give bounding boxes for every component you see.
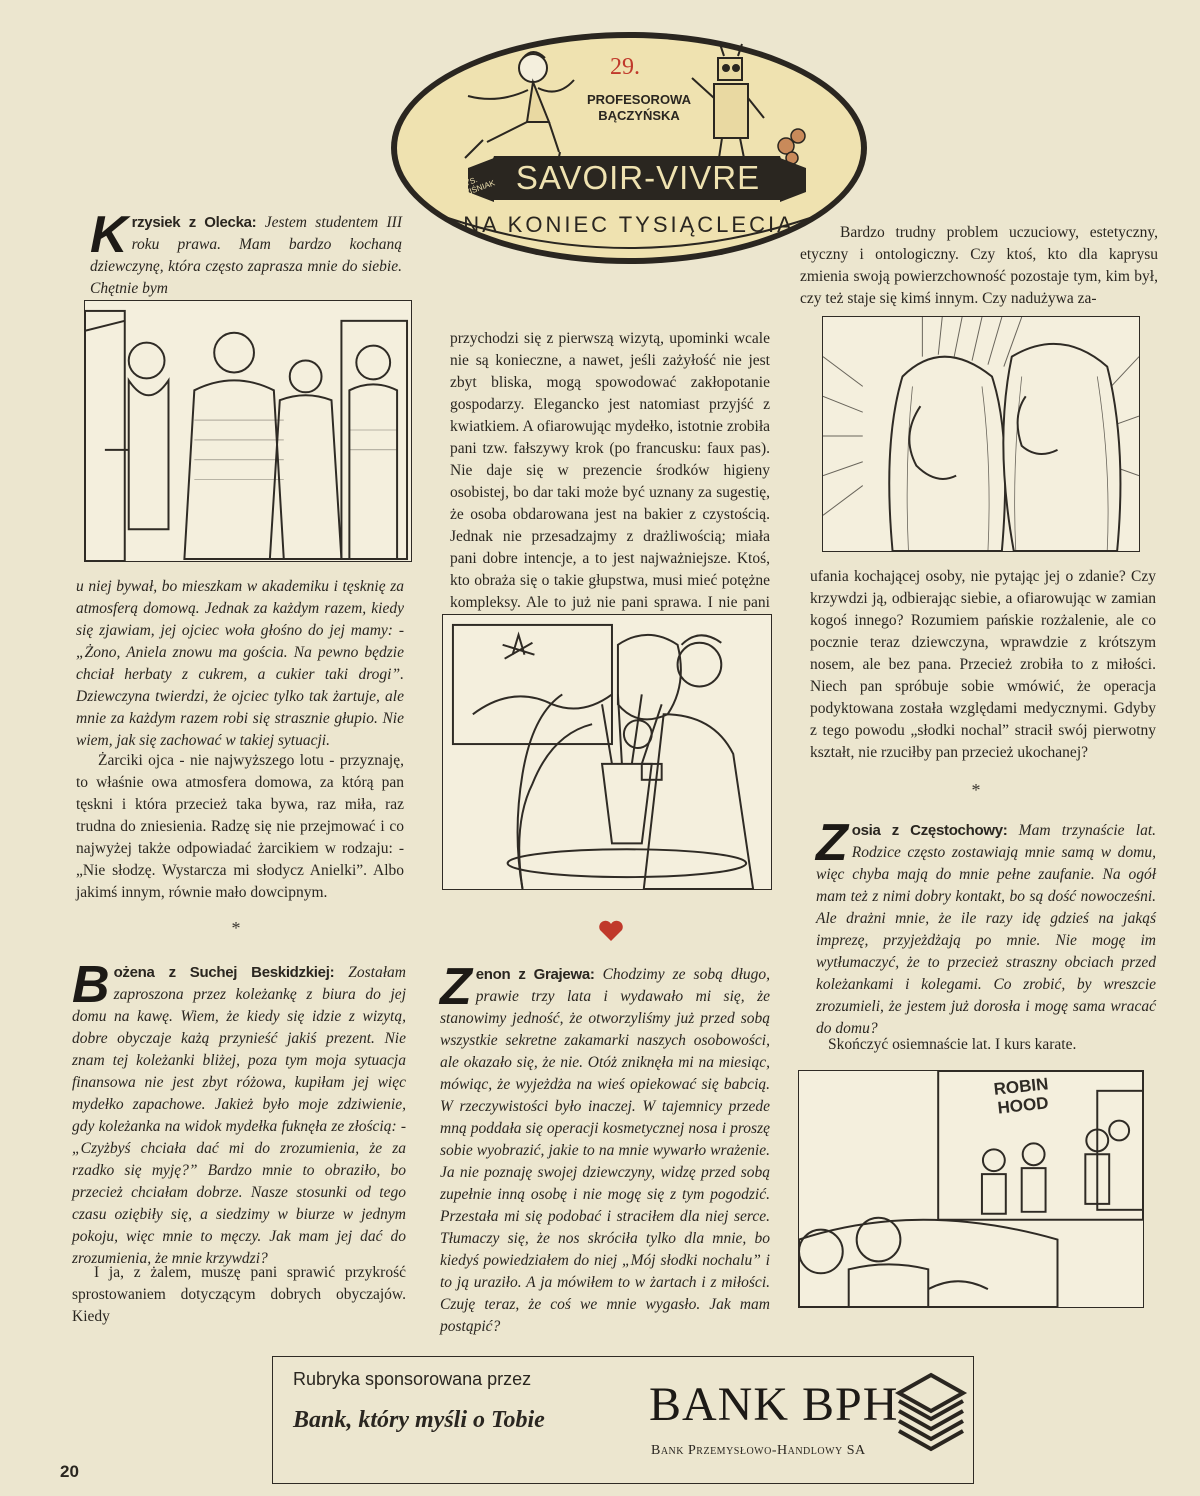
letter-bozena xyxy=(72,956,406,1270)
answer-zenon-2: ufania kochającej osoby, nie pytając jej o zdanie? Czy krzywdzi ją, odbierając siebie, a ofiarowując w zamian kogoś innego? Rozumiem pańskie rozżalenie, ale co pocznie teraz dziewczyna, wprawdzie z krótszym nosem, ale bez pana. Przecież zrobiła to z miłości. Niech pan spróbuje sobie wmówić, że operacja podyktowana została względami medycznymi. Gdyby z tego powodu „słodki nochal” stracił swój pierwotny kształt, nie rzuciłby pan przecież ukochanej? xyxy=(810,568,1156,761)
sender-krzysiek: rzysiek z Olecka: xyxy=(131,214,257,231)
bank-full-name: Bank Przemysłowo-Handlowy SA xyxy=(651,1443,866,1458)
illustration-doorway-family xyxy=(84,300,412,562)
illustration-cinema-car xyxy=(798,1070,1144,1308)
sender-zenon: enon z Grajewa: xyxy=(475,966,595,983)
column-author: PROFESOROWA BĄCZYŃSKA xyxy=(586,92,691,123)
letter-zosia xyxy=(816,814,1157,1040)
bank-logo-icon xyxy=(893,1371,969,1457)
ad-sponsor-text: Rubryka sponsorowana przez xyxy=(293,1369,532,1389)
dropcap-b: B xyxy=(72,956,110,1014)
page-number: 20 xyxy=(60,1462,79,1481)
column-number: 29. xyxy=(610,54,640,80)
heart-icon xyxy=(598,920,624,942)
sponsor-ad-box xyxy=(272,1356,974,1484)
column-subtitle: NA KONIEC TYSIĄCLECIA xyxy=(463,212,795,237)
family-drawing xyxy=(85,301,411,561)
letter-bozena-text: Zostałam zaproszona przez koleżankę z biura do jej domu na kawę. Wiem, że kiedy się idzie z wizytą, dobre obyczaje każą przynieść jakiś prezent. Nie znam tej koleżanki bliżej, poza tym moja sytuacja finansowa nie jest zbyt różowa, kupiłam jej więc mydełko zapachowe. Jakież było moje zdziwienie, gdy koleżanka na widok mydełka fuknęła ze złością: - „Czyżbyś chciała dać mi do zrozumienia, że za rzadko się myję?” Bardzo mnie to obraziło, bo przecież chciałam dobrze. Nasze stosunki od tego czasu oziębiły się, a siedzimy w biurze w jednym pokoju, więc mnie to męczy. Jak mam jej dać do zrozumienia, że mnie krzywdzi? xyxy=(72,964,406,1267)
cinema-drawing xyxy=(799,1071,1143,1307)
answer-krzysiek: Żarciki ojca - nie najwyższego lotu - przyznaję, to właśnie owa atmosfera domowa, za którą pan tęskni i która przecież taka bywa, raz miła, raz trudna do zniesienia. Radzę się nie przejmować i co najwyżej także odpowiadać żarcikiem w rodzaju: - „Nie słodzę. Wystarcza mi słodycz Anielki”. Albo jakimś innym, równie mało dowcipnym. xyxy=(76,752,404,901)
answer-zosia: Skończyć osiemnaście lat. I kurs karate. xyxy=(828,1036,1077,1053)
letter-krzysiek-text-1: Jestem studentem III roku prawa. Mam bardzo kochaną dziewczynę, która często zaprasza mnie do siebie. Chętnie bym xyxy=(90,214,402,297)
column-header-oval xyxy=(388,28,870,268)
letter-krzysiek-intro xyxy=(90,206,402,300)
dropcap-k: K xyxy=(90,206,128,264)
illustrator-credit: RYS. WIŚNIAK xyxy=(458,175,497,199)
answer-bozena-2: przychodzi się z pierwszą wizytą, upominki wcale nie są konieczne, a nawet, jeśli zażyłość nie jest zbyt bliska, mogą spowodować zakłopotanie gospodarzy. Elegancko jest natomiast przyjść z kwiatkiem. A ofiarowując mydełko, istotnie zrobiła pani tzw. fałszywy krok (po francusku: faux pas). Nie daje się w prezencie środków higieny osobistej, bo dar taki może być uznany za sugestię, że osoba obdarowana jest na bakier z czystością. Jednak nie przesadzajmy z drażliwością; miała pani dobre intencje, a to jest najważniejsze. Ktoś, kto obraża się o takie głupstwa, musi mieć potężne kompleksy. Ale to już nie pani sprawa. I nie pani xyxy=(450,330,770,611)
faces-drawing xyxy=(823,317,1139,551)
sender-bozena: ożena z Suchej Beskidzkiej: xyxy=(113,964,335,981)
column-title: SAVOIR-VIVRE xyxy=(515,159,761,196)
ad-slogan: Bank, który myśli o Tobie xyxy=(293,1407,545,1433)
flowers-drawing xyxy=(443,615,771,889)
separator-star-2: * xyxy=(971,780,981,800)
letter-zenon xyxy=(440,958,771,1338)
illustration-flowers-gift xyxy=(442,614,772,890)
dropcap-z-zenon: Z xyxy=(440,958,472,1016)
dropcap-z-zosia: Z xyxy=(816,814,848,872)
letter-zosia-text: Mam trzynaście lat. Rodzice często zostawiają mnie samą w domu, więc chyba mają do mnie pełne zaufanie. Na ogół mam też z nimi dobry kontakt, bo są dość nowocześni. Ale drażni mnie, że ile razy idę gdzieś na jakąś imprezę, przyjeżdżają po mnie. Nie mogę im wytłumaczyć, że to przecież straszny obciach przed koleżankami i kolegami. Co zrobić, by wreszcie zrozumieli, że jestem już dorosła i mogę sama wracać do domu? xyxy=(816,822,1157,1037)
answer-zenon-1: Bardzo trudny problem uczuciowy, estetyczny, etyczny i ontologiczny. Czy ktoś, kto dla kaprysu zmienia swoją powierzchowność pozostaje tym, kim był, czy też staje się kimś innym. Czy nadużywa za- xyxy=(800,224,1158,307)
letter-krzysiek-text-2: u niej bywał, bo mieszkam w akademiku i tęsknię za atmosferą domową. Jednak za każdym razem, kiedy się zjawiam, jej ojciec woła głośno do jej mamy: - „Żono, Aniela znowu ma gościa. Na pewno będzie chciał herbaty z cukrem, a cukier taki drogi”. Dziewczyna twierdzi, że ojciec tylko tak żartuje, ale mnie za każdym razem robi się strasznie głupio. Nie wiem, jak się zachować w takiej sytuacji. xyxy=(76,578,404,749)
letter-zenon-text: Chodzimy ze sobą długo, prawie trzy lata i wydawało mi się, że stanowimy jedność, że otworzyliśmy już przed sobą wszystkie sekretne zakamarki naszych osobowości, ale okazało się, że nie. Otóż zniknęła mi na miesiąc, mówiąc, że wyjeżdża na wieś opiekować się babcią. W rzeczywistości było inaczej. W tajemnicy przede mną poddała się operacji kosmetycznej nosa i proszę sobie wyobrazić, jakie to na mnie wywarło wrażenie. Ja nie poznaję swojej dziewczyny, widzę przed sobą zupełnie inną osobę i nie mogę się z tym pogodzić. Przestała mi się podobać i straciłem dla niej serce. Tłumaczy się, że nos skróciła tylko dla mnie, bo kiedyś powiedziałem do niej „Mój słodki nochalu” i to ją uraziło. A ja mówiłem to w żartach i z miłości. Czuję teraz, że coś we mnie wygasło. Jak mam postąpić? xyxy=(440,966,771,1335)
illustration-two-faces xyxy=(822,316,1140,552)
cinema-sign: ROBIN HOOD xyxy=(992,1074,1050,1118)
separator-star-1: * xyxy=(231,918,241,938)
bank-name: BANK BPH xyxy=(649,1378,899,1431)
answer-bozena-1: I ja, z żalem, muszę pani sprawić przykrość sprostowaniem dotyczącym dobrych obyczajów. Kiedy xyxy=(72,1264,406,1325)
sender-zosia: osia z Częstochowy: xyxy=(851,822,1008,839)
